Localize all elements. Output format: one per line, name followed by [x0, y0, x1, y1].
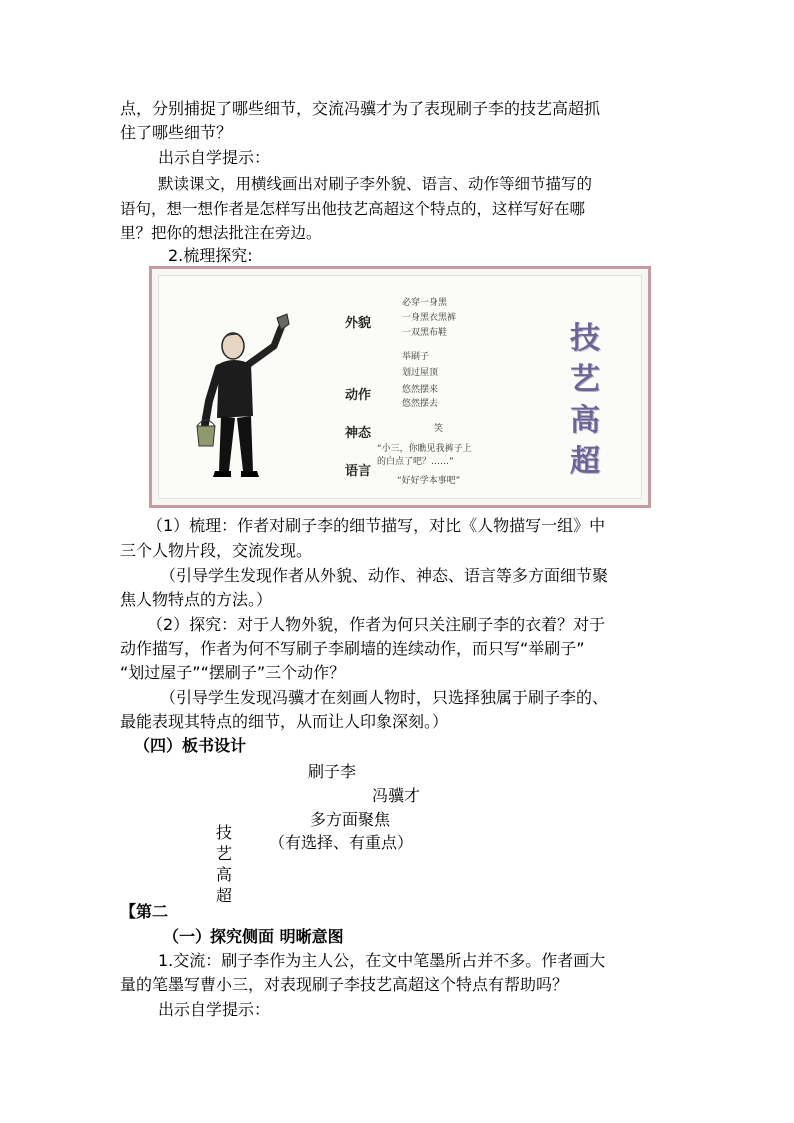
illustration-figure [149, 266, 651, 508]
action-item: 划过屋顶 [402, 368, 439, 378]
action-item: 举刷子 [402, 352, 430, 362]
board-note: （有选择、有重点） [269, 833, 414, 852]
figure-big-char: 艺 [570, 362, 600, 397]
text-line: 住了哪些细节？ [120, 123, 233, 142]
speech-item: 的白点了吧？……” [377, 457, 454, 467]
figure-label-action: 动作 [345, 388, 372, 403]
painter-illustration [189, 306, 299, 486]
board-author: 冯骥才 [372, 786, 421, 805]
text-line: 点，分别捕捉了哪些细节，交流冯骥才为了表现刷子李的技艺高超抓 [120, 99, 601, 118]
figure-big-char: 超 [570, 444, 600, 479]
text-line: “划过屋子”“摆刷子”三个动作？ [120, 663, 346, 682]
text-line: （1）梳理：作者对刷子李的细节描写，对比《人物描写一组》中 [147, 516, 606, 535]
text-line: 量的笔墨写曹小三，对表现刷子李技艺高超这个特点有帮助吗？ [120, 975, 569, 994]
speech-item: “好好学本事吧” [397, 476, 461, 486]
section-heading: 探究侧面 明晰意图 [210, 927, 344, 946]
figure-panel [158, 275, 642, 499]
text-line: 焦人物特点的方法。） [120, 590, 273, 609]
appearance-item: 必穿一身黑 [402, 298, 448, 308]
text-line: 默读课文，用横线画出对刷子李外貌、语言、动作等细节描写的 [158, 175, 593, 193]
text-line: （引导学生发现作者从外貌、动作、神态、语言等多方面细节聚 [160, 566, 609, 585]
text-line: （2）探究：对于人物外貌，作者为何只关注刷子李的衣着？对于 [147, 615, 606, 634]
figure-label-appearance: 外貌 [345, 316, 372, 331]
lesson-heading: 【第二 [120, 902, 169, 921]
expression-item: 笑 [434, 424, 444, 434]
text-line: 出示自学提示： [158, 148, 271, 167]
board-point: 多方面聚焦 [310, 810, 391, 829]
speech-item: “小三，你瞧见我裤子上 [377, 444, 472, 454]
text-line: 语句，想一想作者是怎样写出他技艺高超这个特点的，这样写好在哪 [120, 200, 586, 218]
action-item: 悠然摆去 [402, 399, 439, 409]
figure-label-speech: 语言 [345, 464, 372, 479]
figure-big-char: 高 [570, 403, 600, 438]
text-line: （引导学生发现冯骥才在刻画人物时，只选择独属于刷子李的、 [160, 688, 609, 707]
section-heading: （四）板书设计 [134, 736, 247, 755]
text-line: 三个人物片段，交流发现。 [120, 541, 313, 560]
text-line: 最能表现其特点的细节，从而让人印象深刻。） [120, 712, 449, 731]
section-subheading: 2.梳理探究: [168, 246, 253, 265]
board-vertical-char: 艺 [216, 844, 233, 863]
board-vertical-char: 超 [216, 886, 233, 905]
board-vertical-char: 高 [216, 865, 233, 884]
figure-big-char: 技 [570, 321, 600, 356]
appearance-item: 一身黑衣黑裤 [402, 313, 457, 323]
section-heading-prefix: （一） [163, 927, 212, 946]
figure-label-expression: 神态 [345, 426, 372, 441]
text-line: 出示自学提示： [158, 1000, 271, 1019]
action-item: 悠然摆来 [402, 385, 439, 395]
text-line: 里？把你的想法批注在旁边。 [120, 224, 322, 242]
appearance-item: 一双黑布鞋 [402, 328, 448, 338]
board-title: 刷子李 [308, 762, 357, 781]
text-line: 1.交流：刷子李作为主人公，在文中笔墨所占并不多。作者画大 [158, 951, 606, 970]
text-line: 动作描写，作者为何不写刷子李刷墙的连续动作，而只写“举刷子” [120, 639, 585, 658]
board-vertical-char: 技 [216, 823, 233, 842]
